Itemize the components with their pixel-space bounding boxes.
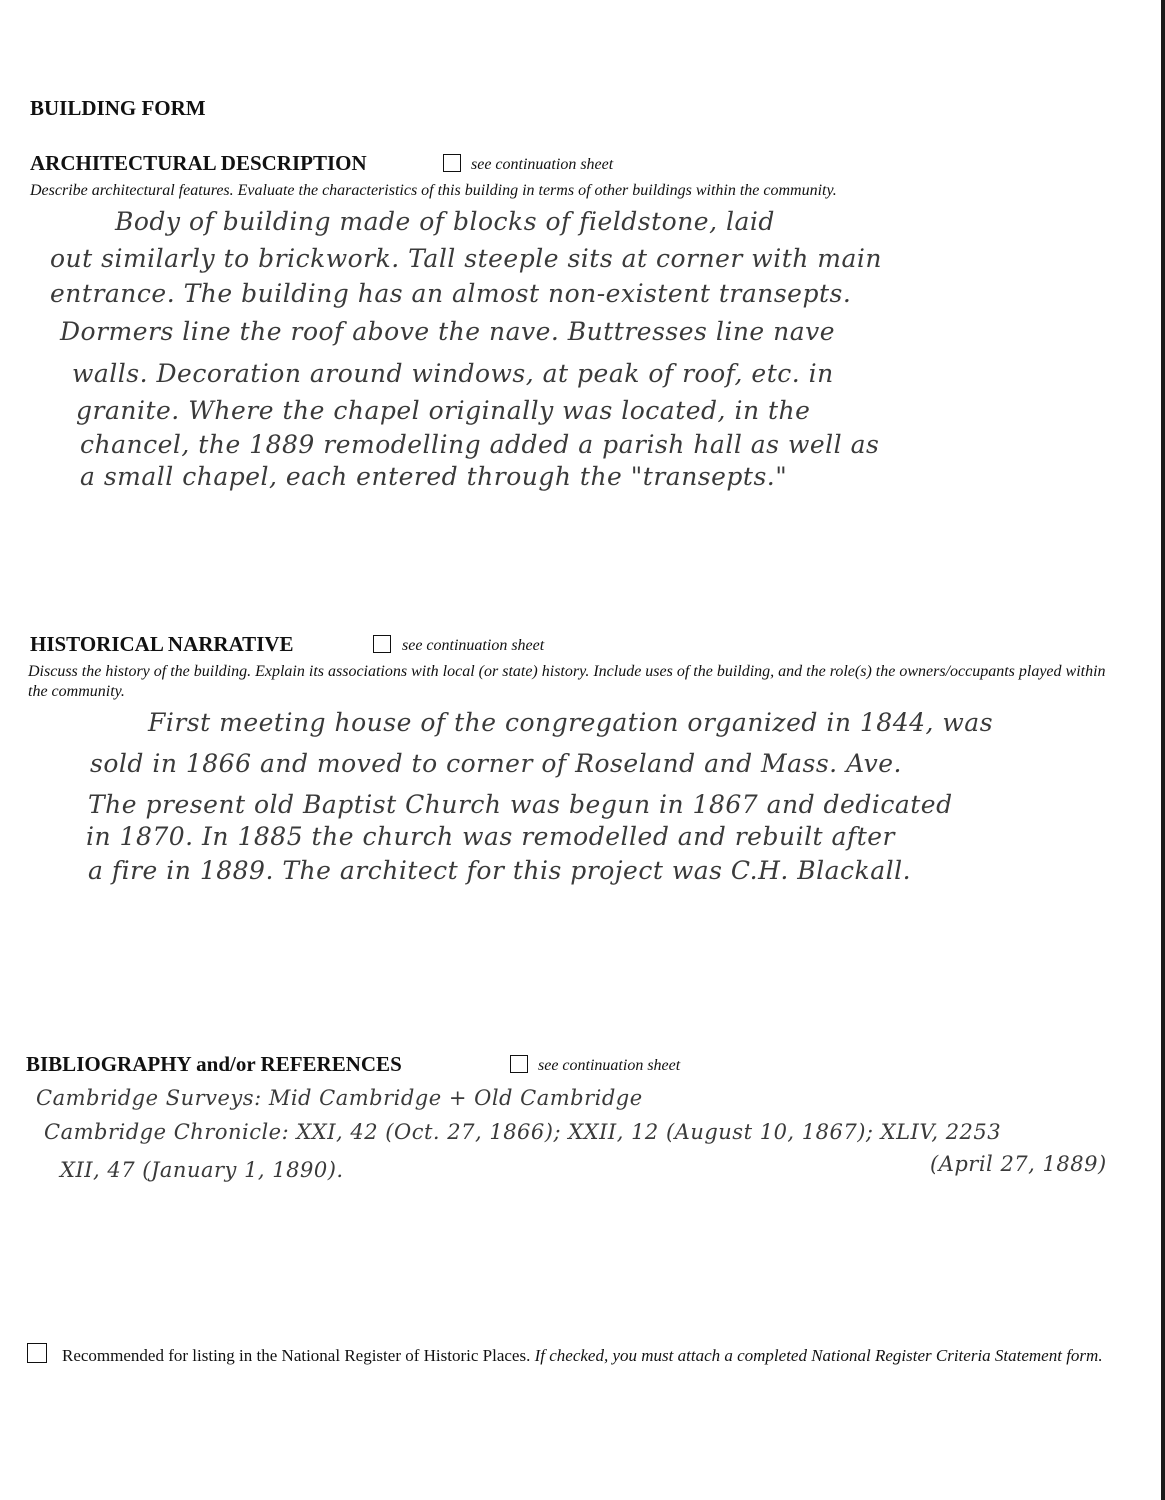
handwriting-line: (April 27, 1889) <box>930 1152 1107 1176</box>
handwriting-line: XII, 47 (January 1, 1890). <box>60 1158 344 1182</box>
handwriting-line: granite. Where the chapel originally was located, in the <box>76 396 811 425</box>
historical-continuation-label: see continuation sheet <box>402 637 545 654</box>
historical-instructions: Discuss the history of the building. Explain its associations with local (or state) history. Include uses of the building, and the role(s) the owners/occupants played within the community. <box>28 663 1106 700</box>
architectural-continuation-label: see continuation sheet <box>471 156 614 173</box>
form-title: BUILDING FORM <box>30 96 206 120</box>
historical-continuation-checkbox[interactable] <box>373 635 391 653</box>
architectural-instructions: Describe architectural features. Evaluate the characteristics of this building in terms of other buildings within the community. <box>30 182 837 199</box>
architectural-continuation-checkbox[interactable] <box>443 154 461 172</box>
handwriting-line: Body of building made of blocks of fieldstone, laid <box>115 207 775 236</box>
bibliography-continuation-checkbox[interactable] <box>510 1055 528 1073</box>
handwriting-line: in 1870. In 1885 the church was remodelled and rebuilt after <box>86 822 896 851</box>
historical-narrative-heading: HISTORICAL NARRATIVE <box>30 632 294 656</box>
handwriting-line: Cambridge Chronicle: XXI, 42 (Oct. 27, 1866); XXII, 12 (August 10, 1867); XLIV, 2253 <box>44 1120 1002 1144</box>
handwriting-line: chancel, the 1889 remodelling added a parish hall as well as <box>80 430 880 459</box>
handwriting-line: walls. Decoration around windows, at peak of roof, etc. in <box>72 359 834 388</box>
handwriting-line: Dormers line the roof above the nave. Buttresses line nave <box>60 317 836 346</box>
national-register-statement <box>26 1345 1106 1367</box>
handwriting-line: a small chapel, each entered through the "transepts." <box>80 462 788 491</box>
handwriting-line: entrance. The building has an almost non-existent transepts. <box>50 279 852 308</box>
bibliography-continuation-label: see continuation sheet <box>538 1057 681 1074</box>
bibliography-heading: BIBLIOGRAPHY and/or REFERENCES <box>26 1052 402 1076</box>
national-register-text: Recommended for listing in the National Register of Historic Places. <box>62 1346 531 1365</box>
handwriting-line: The present old Baptist Church was begun in 1867 and dedicated <box>88 790 953 819</box>
handwriting-line: a fire in 1889. The architect for this project was C.H. Blackall. <box>88 856 912 885</box>
handwriting-line: sold in 1866 and moved to corner of Roseland and Mass. Ave. <box>90 749 902 778</box>
handwriting-line: First meeting house of the congregation organized in 1844, was <box>148 708 994 737</box>
architectural-description-heading: ARCHITECTURAL DESCRIPTION <box>30 151 367 175</box>
handwriting-line: Cambridge Surveys: Mid Cambridge + Old Cambridge <box>36 1086 643 1110</box>
page-edge <box>1161 0 1165 1500</box>
handwriting-line: out similarly to brickwork. Tall steeple sits at corner with main <box>50 244 882 273</box>
national-register-instruction: If checked, you must attach a completed National Register Criteria Statement form. <box>534 1346 1103 1365</box>
